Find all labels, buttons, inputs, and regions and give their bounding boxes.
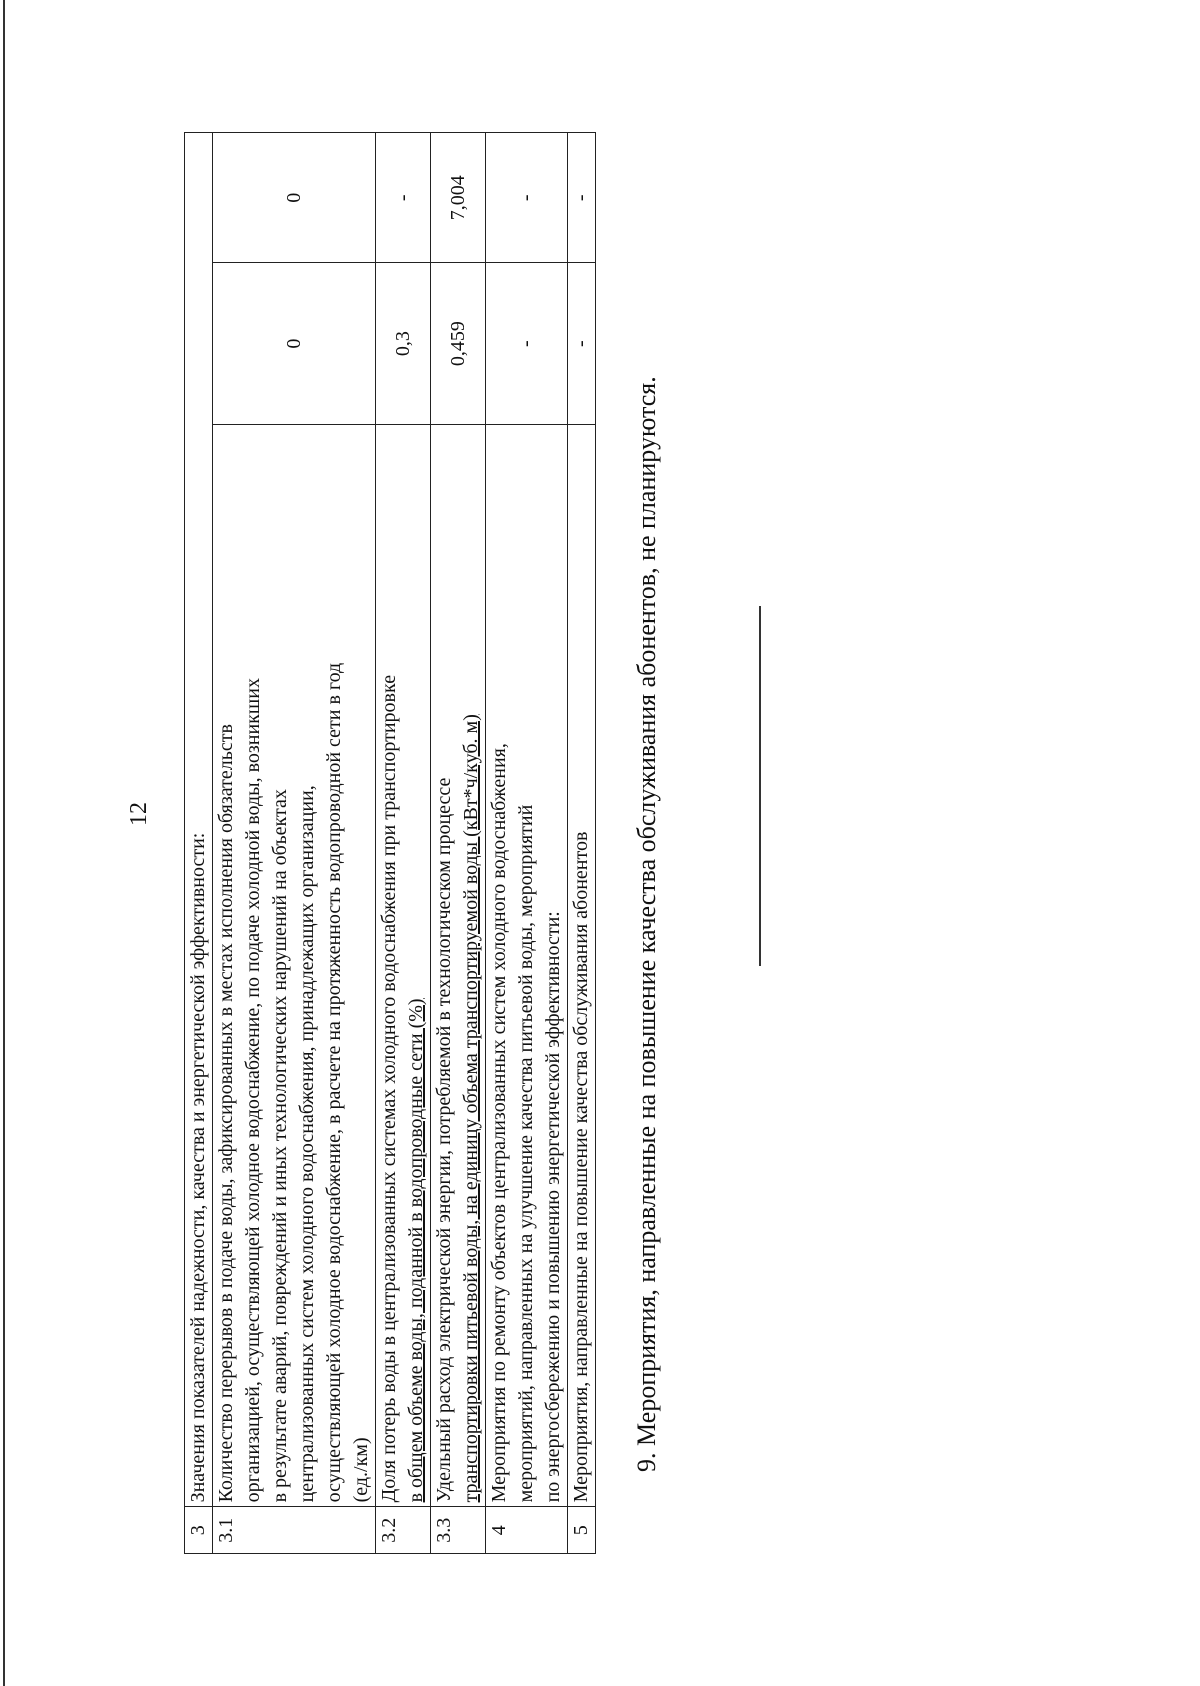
row-number: 3	[185, 1507, 213, 1554]
indicators-table	[184, 132, 596, 1554]
description-line: организацией, осуществляющей холодное водоснабжение, по подаче холодной воды, возникших	[242, 677, 264, 1503]
value-cell-1: -	[568, 263, 596, 424]
value-cell-1: 0,3	[376, 263, 431, 424]
description-line: Значения показателей надежности, качества и энергетической эффективности:	[187, 832, 209, 1503]
section-9-text: 9. Мероприятия, направленные на повышение качества обслуживания абонентов, не планируются.	[632, 376, 661, 1472]
table-row	[376, 133, 431, 1554]
value-cell-1: 0,459	[431, 263, 486, 424]
table-row	[213, 133, 376, 1554]
description-line: Мероприятия, направленные на повышение качества обслуживания абонентов	[570, 831, 592, 1503]
row-description	[431, 424, 486, 1507]
description-line: Мероприятия по ремонту объектов централизованных систем холодного водоснабжения,	[488, 743, 510, 1503]
value-cell-2: 0	[213, 133, 376, 263]
row-description	[486, 424, 568, 1507]
description-line: Доля потерь воды в централизованных системах холодного водоснабжения при транспортировке	[378, 674, 400, 1503]
value-cell-2: -	[486, 133, 568, 263]
description-line: осуществляющей холодное водоснабжение, в расчете на протяженность водопроводной сети в год	[323, 662, 345, 1503]
table-row	[185, 133, 213, 1554]
row-description	[568, 424, 596, 1507]
row-number: 3.2	[376, 1507, 431, 1554]
table-row	[486, 133, 568, 1554]
description-line: транспортировки питьевой воды, на единицу объема транспортируемой воды (кВт*ч/куб. м)	[460, 714, 482, 1503]
table-row	[568, 133, 596, 1554]
description-line: мероприятий, направленных на улучшение качества питьевой воды, мероприятий	[515, 804, 537, 1503]
value-cell-2: 7,004	[431, 133, 486, 263]
row-number: 4	[486, 1507, 568, 1554]
description-line: Удельный расход электрической энергии, потребляемой в технологическом процессе	[433, 777, 455, 1503]
row-number: 5	[568, 1507, 596, 1554]
row-number: 3.3	[431, 1507, 486, 1554]
page-number: 12	[126, 802, 152, 826]
value-cell-1: -	[486, 263, 568, 424]
row-description	[376, 424, 431, 1507]
table-row	[431, 133, 486, 1554]
description-line: (ед./км)	[350, 1437, 372, 1503]
description-line: централизованных систем холодного водоснабжения, принадлежащих организации,	[296, 785, 318, 1503]
row-number: 3.1	[213, 1507, 376, 1554]
value-cell-1: 0	[213, 263, 376, 424]
value-cell-2: -	[568, 133, 596, 263]
horizontal-divider	[759, 606, 761, 966]
description-line: по энергосбережению и повышению энергетической эффективности:	[542, 911, 564, 1503]
description-line: в общем объеме воды, поданной в водопроводные сети (%)	[405, 998, 427, 1503]
row-description	[213, 424, 376, 1507]
description-line: Количество перерывов в подаче воды, зафиксированных в местах исполнения обязательств	[215, 724, 237, 1503]
description-line: в результате аварий, повреждений и иных технологических нарушений на объектах	[269, 789, 291, 1503]
value-cell-2: -	[376, 133, 431, 263]
row-description	[185, 133, 213, 1507]
